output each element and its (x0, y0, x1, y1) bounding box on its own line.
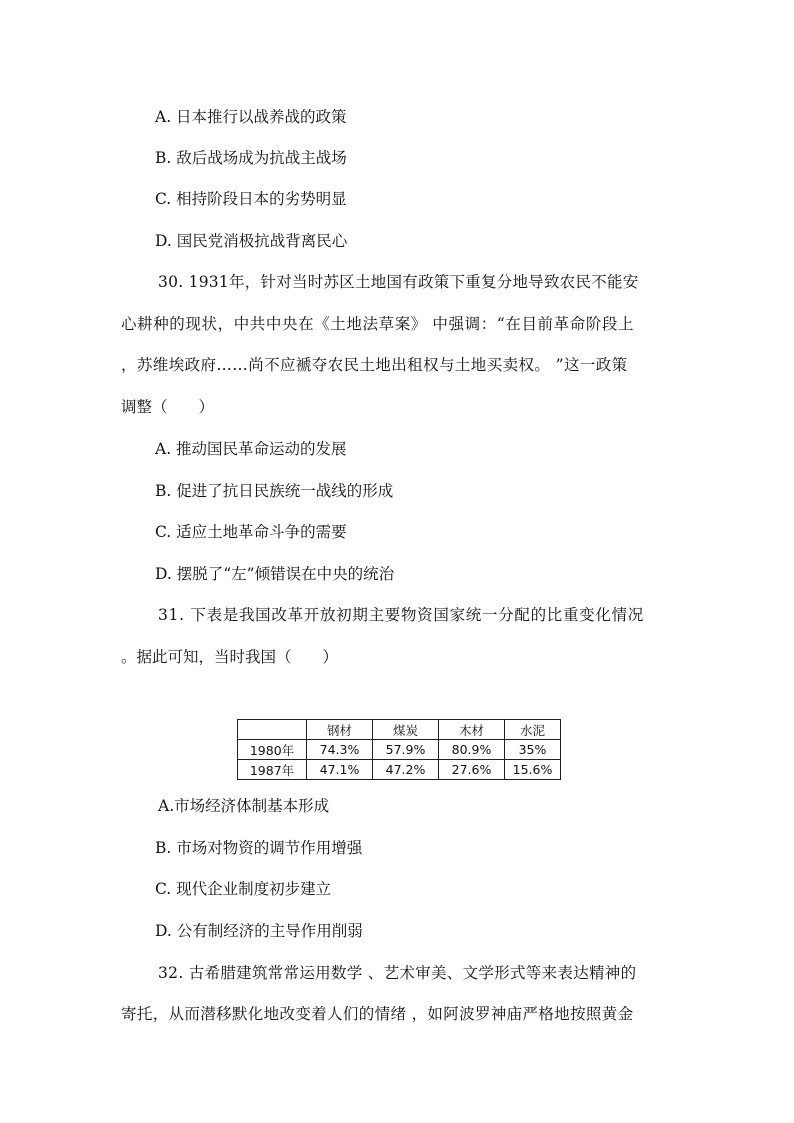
allocation-table (237, 719, 561, 780)
q29-option-c: C. 相持阶段日本的劣势明显 (155, 190, 347, 208)
table-row (238, 740, 561, 760)
q30-option-b: B. 促进了抗日民族统一战线的形成 (155, 482, 394, 500)
q30-stem-line-2: 心耕种的现状，中共中央在《土地法草案》 中强调：“在目前革命阶段上 (121, 315, 635, 333)
table-cell: 74.3% (307, 740, 373, 760)
q31-option-c: C. 现代企业制度初步建立 (155, 880, 332, 898)
table-cell: 57.9% (373, 740, 439, 760)
q29-option-b: B. 敌后战场成为抗战主战场 (155, 149, 347, 167)
table-cell: 1980年 (238, 740, 307, 760)
table-cell: 35% (505, 740, 561, 760)
q30-option-c: C. 适应土地革命斗争的需要 (155, 523, 347, 541)
q30-option-d: D. 摆脱了“左”倾错误在中央的统治 (155, 565, 395, 583)
table-header-row (238, 720, 561, 740)
table-header-cell: 木材 (439, 720, 505, 740)
q31-option-b: B. 市场对物资的调节作用增强 (155, 839, 363, 857)
q30-stem-line-1: 30. 1931年，针对当时苏区土地国有政策下重复分地导致农民不能安 (158, 273, 639, 291)
table-cell: 80.9% (439, 740, 505, 760)
table-cell: 27.6% (439, 760, 505, 780)
table-header-cell: 钢材 (307, 720, 373, 740)
q31-stem-line-2: 。据此可知，当时我国（ ） (121, 648, 339, 666)
q30-stem-line-4: 调整（ ） (121, 398, 215, 416)
table-cell: 15.6% (505, 760, 561, 780)
table-cell: 47.2% (373, 760, 439, 780)
table-header-cell: 水泥 (505, 720, 561, 740)
table-row (238, 760, 561, 780)
q31-stem-line-1: 31. 下表是我国改革开放初期主要物资国家统一分配的比重变化情况 (158, 606, 644, 624)
q31-option-d: D. 公有制经济的主导作用削弱 (155, 922, 363, 940)
q30-option-a: A. 推动国民革命运动的发展 (155, 440, 347, 458)
q29-option-d: D. 国民党消极抗战背离民心 (155, 232, 348, 250)
q30-stem-line-3: ，苏维埃政府……尚不应褫夺农民土地出租权与土地买卖权。 ”这一政策 (121, 356, 628, 374)
table-cell: 1987年 (238, 760, 307, 780)
q31-option-a: A.市场经济体制基本形成 (158, 797, 330, 815)
table-cell: 47.1% (307, 760, 373, 780)
table-header-cell: 煤炭 (373, 720, 439, 740)
q32-stem-line-1: 32. 古希腊建筑常常运用数学 、艺术审美、文学形式等来表达精神的 (158, 964, 637, 982)
q32-stem-line-2: 寄托，从而潜移默化地改变着人们的情绪 ，如阿波罗神庙严格地按照黄金 (121, 1005, 634, 1023)
q29-option-a: A. 日本推行以战养战的政策 (155, 108, 347, 126)
table-header-cell (238, 720, 307, 740)
